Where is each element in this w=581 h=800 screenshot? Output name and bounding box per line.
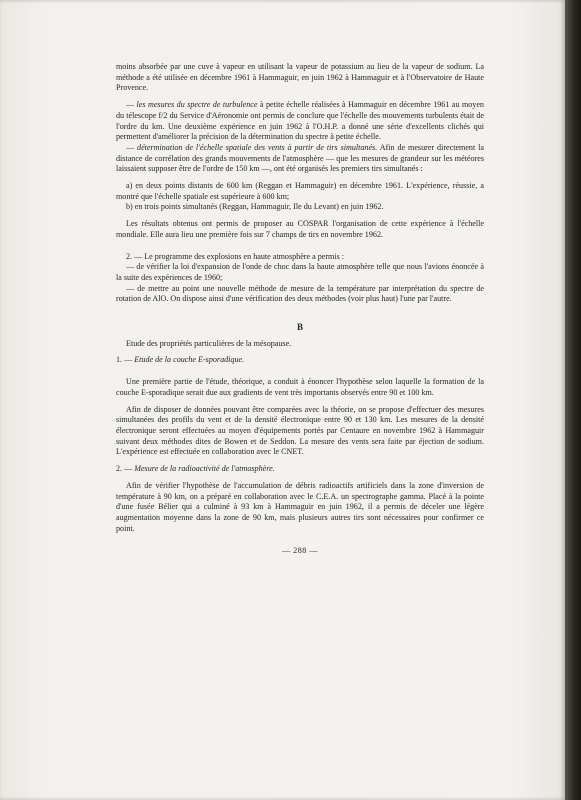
list-item: b) en trois points simultanés (Reggan, Hammaguir, Ile du Levant) en juin 1962. (126, 202, 384, 212)
list-item: — de vérifier la loi d'expansion de l'onde de choc dans la haute atmosphère telle que nous l'avions énoncée à la suite des expériences de 1960; (116, 262, 484, 282)
section-heading-2: 2. — Mesure de la radioactivité de l'atmosphère. (116, 464, 275, 474)
section-intro: Etude des propriétés particulières de la mésopause. (126, 338, 292, 348)
paragraph: Afin de vérifier l'hypothèse de l'accumulation de débris radioactifs artificiels dans la zone d'inversion de température à 90 km, on a préparé en collaboration avec le C.E.A. un spectrographe gamma. Placé à la pointe d'une fusée Bélier qui a culminé à 93 km à Hammaguir en juin 1962, il a permis de déceler une légère augmentation moyenne dans la zone de 90 km, mais plusieurs autres tirs sont nécessaires pour confirmer ce point. (116, 480, 484, 533)
page-content (116, 62, 484, 557)
page-number: — 288 — (282, 546, 318, 556)
list-item: — de mettre au point une nouvelle méthode de mesure de la température par interprétation du spectre de rotation de AlO. On dispose ainsi d'une vérification des deux méthodes (voir plus haut) l'une par l'autre. (116, 283, 484, 304)
paragraph: 2. — Le programme des explosions en haute atmosphère a permis : (126, 251, 345, 261)
binding-shadow (565, 0, 581, 800)
italic-phrase: les mesures du spectre de turbulence (136, 100, 258, 110)
italic-phrase: détermination de l'échelle spatiale des vents à partir de tirs simultanés. (137, 142, 378, 152)
paragraph-turbulence: — les mesures du spectre de turbulence à petite échelle réalisées à Hammaguir en décembre 1961 au moyen du télescope f/2 du Service d'Aéronomie ont permis de conclure que l'échelle des mouvements turbulents était de l'ordre du km. Une deuxième expérience en juin 1962 à l'O.H.P. a donné une série d'excellents clichés qui permettent d'améliorer la précision de la détermination du spectre à petite échelle. (116, 100, 484, 142)
paragraph-winds: — détermination de l'échelle spatiale des vents à partir de tirs simultanés. Afin de mesurer directement la distance de corrélation des grands mouvements de l'atmosphère — que les mesures de grandeur sur les météores laissaient supposer être de l'ordre de 150 km —, ont été organisés les premiers tirs simultanés : (116, 142, 484, 174)
paragraph: moins absorbée par une cuve à vapeur en utilisant la vapeur de potassium au lieu de la vapeur de sodium. La méthode a été utilisée en décembre 1961 à Hammaguir, en juin 1962 à Hammaguir et à l'Observatoire de Haute Provence. (116, 62, 484, 93)
section-letter: B (296, 322, 303, 333)
list-item: a) en deux points distants de 600 km (Reggan et Hammaguir) en décembre 1961. L'expérience, réussie, a montré que l'échelle spatiale est supérieure à 600 km; (116, 181, 484, 201)
paragraph: Afin de disposer de données pouvant être comparées avec la théorie, on se propose d'effectuer des mesures simultanées des profils du vent et de la densité électronique entre 90 et 130 km. Les mesures de la densité électronique seront effectuées au moyen d'équipements portés par Centaure en novembre 1962 à Hammaguir suivant deux méthodes dites de Bowen et de Seddon. La mesure des vents sera faite par éjection de sodium. L'expérience est effectuée en collaboration avec le CNET. (116, 404, 484, 457)
paragraph: Une première partie de l'étude, théorique, a conduit à énoncer l'hypothèse selon laquelle la formation de la couche E-sporadique serait due aux gradients de vent très importants observés entre 90 et 100 km. (116, 377, 484, 397)
section-heading-1: 1. — Etude de la couche E-sporadique. (116, 355, 245, 365)
paragraph: Les résultats obtenus ont permis de proposer au COSPAR l'organisation de cette expérience à l'échelle mondiale. Elle aura lieu une première fois sur 7 champs de tirs en novembre 1962. (116, 219, 484, 239)
